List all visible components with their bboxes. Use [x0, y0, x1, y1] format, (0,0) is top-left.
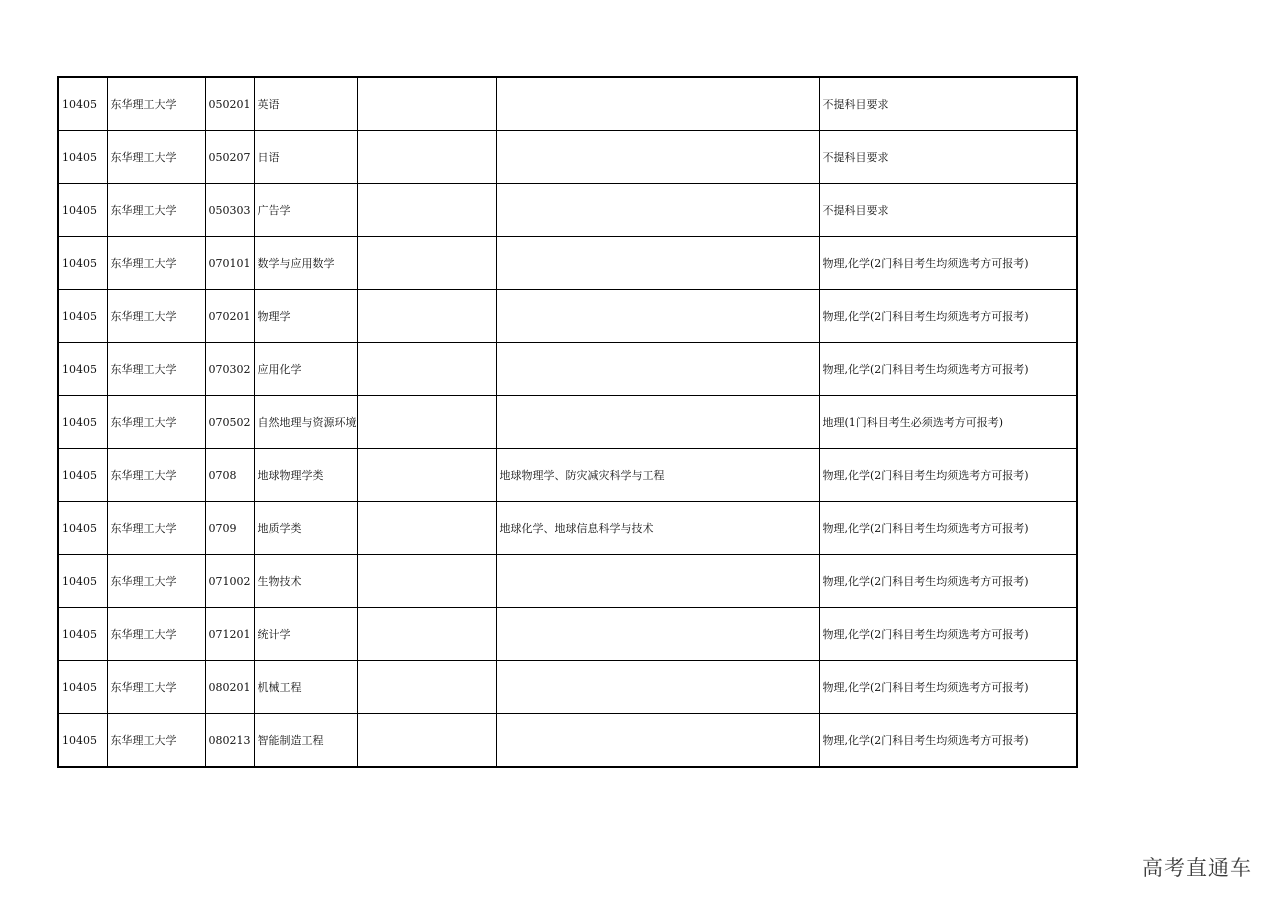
school-name-cell: 东华理工大学	[107, 237, 205, 290]
empty-cell	[357, 131, 496, 184]
school-name-cell: 东华理工大学	[107, 661, 205, 714]
major-code-cell: 070101	[205, 237, 254, 290]
major-name-cell: 统计学	[254, 608, 357, 661]
major-name-cell: 应用化学	[254, 343, 357, 396]
included-majors-cell: 地球化学、地球信息科学与技术	[496, 502, 819, 555]
empty-cell	[357, 714, 496, 768]
included-majors-cell	[496, 237, 819, 290]
included-majors-cell	[496, 131, 819, 184]
school-name-cell: 东华理工大学	[107, 184, 205, 237]
major-code-cell: 071002	[205, 555, 254, 608]
major-name-cell: 地质学类	[254, 502, 357, 555]
school-name-cell: 东华理工大学	[107, 77, 205, 131]
subject-requirement-cell: 物理,化学(2门科目考生均须选考方可报考)	[819, 714, 1077, 768]
school-code-cell: 10405	[58, 555, 107, 608]
major-name-cell: 机械工程	[254, 661, 357, 714]
included-majors-cell	[496, 290, 819, 343]
subject-requirement-cell: 物理,化学(2门科目考生均须选考方可报考)	[819, 343, 1077, 396]
major-name-cell: 生物技术	[254, 555, 357, 608]
table-row	[58, 661, 1077, 714]
empty-cell	[357, 290, 496, 343]
school-name-cell: 东华理工大学	[107, 555, 205, 608]
included-majors-cell	[496, 714, 819, 768]
school-code-cell: 10405	[58, 237, 107, 290]
major-name-cell: 物理学	[254, 290, 357, 343]
included-majors-cell	[496, 77, 819, 131]
watermark-text: 高考直通车	[1142, 856, 1252, 880]
major-code-cell: 0709	[205, 502, 254, 555]
major-code-cell: 050207	[205, 131, 254, 184]
included-majors-cell	[496, 555, 819, 608]
subject-requirement-table-container	[57, 76, 1078, 768]
subject-requirement-cell: 不提科目要求	[819, 77, 1077, 131]
empty-cell	[357, 661, 496, 714]
table-row	[58, 502, 1077, 555]
table-row	[58, 343, 1077, 396]
table-body	[58, 77, 1077, 767]
major-code-cell: 080213	[205, 714, 254, 768]
subject-requirement-cell: 不提科目要求	[819, 184, 1077, 237]
table-row	[58, 184, 1077, 237]
empty-cell	[357, 184, 496, 237]
table-row	[58, 608, 1077, 661]
school-name-cell: 东华理工大学	[107, 131, 205, 184]
major-name-cell: 数学与应用数学	[254, 237, 357, 290]
school-code-cell: 10405	[58, 184, 107, 237]
school-code-cell: 10405	[58, 343, 107, 396]
subject-requirement-cell: 物理,化学(2门科目考生均须选考方可报考)	[819, 449, 1077, 502]
included-majors-cell	[496, 661, 819, 714]
major-name-cell: 广告学	[254, 184, 357, 237]
school-code-cell: 10405	[58, 131, 107, 184]
school-name-cell: 东华理工大学	[107, 714, 205, 768]
school-code-cell: 10405	[58, 396, 107, 449]
school-code-cell: 10405	[58, 449, 107, 502]
school-code-cell: 10405	[58, 502, 107, 555]
subject-requirement-cell: 物理,化学(2门科目考生均须选考方可报考)	[819, 237, 1077, 290]
major-name-cell: 智能制造工程	[254, 714, 357, 768]
subject-requirement-table	[57, 76, 1078, 768]
school-code-cell: 10405	[58, 714, 107, 768]
major-code-cell: 071201	[205, 608, 254, 661]
empty-cell	[357, 449, 496, 502]
subject-requirement-cell: 不提科目要求	[819, 131, 1077, 184]
table-row	[58, 714, 1077, 768]
major-code-cell: 0708	[205, 449, 254, 502]
school-code-cell: 10405	[58, 661, 107, 714]
empty-cell	[357, 77, 496, 131]
empty-cell	[357, 555, 496, 608]
major-name-cell: 英语	[254, 77, 357, 131]
school-code-cell: 10405	[58, 290, 107, 343]
subject-requirement-cell: 物理,化学(2门科目考生均须选考方可报考)	[819, 555, 1077, 608]
table-row	[58, 396, 1077, 449]
included-majors-cell: 地球物理学、防灾减灾科学与工程	[496, 449, 819, 502]
major-code-cell: 070502	[205, 396, 254, 449]
empty-cell	[357, 343, 496, 396]
subject-requirement-cell: 物理,化学(2门科目考生均须选考方可报考)	[819, 608, 1077, 661]
school-code-cell: 10405	[58, 608, 107, 661]
table-row	[58, 449, 1077, 502]
table-row	[58, 290, 1077, 343]
major-code-cell: 070302	[205, 343, 254, 396]
major-name-cell: 自然地理与资源环境	[254, 396, 357, 449]
school-name-cell: 东华理工大学	[107, 608, 205, 661]
subject-requirement-cell: 物理,化学(2门科目考生均须选考方可报考)	[819, 290, 1077, 343]
major-code-cell: 050201	[205, 77, 254, 131]
major-name-cell: 日语	[254, 131, 357, 184]
school-name-cell: 东华理工大学	[107, 502, 205, 555]
included-majors-cell	[496, 343, 819, 396]
empty-cell	[357, 502, 496, 555]
included-majors-cell	[496, 396, 819, 449]
table-row	[58, 77, 1077, 131]
major-code-cell: 070201	[205, 290, 254, 343]
empty-cell	[357, 396, 496, 449]
table-row	[58, 131, 1077, 184]
table-row	[58, 555, 1077, 608]
empty-cell	[357, 237, 496, 290]
major-code-cell: 050303	[205, 184, 254, 237]
school-name-cell: 东华理工大学	[107, 396, 205, 449]
major-name-cell: 地球物理学类	[254, 449, 357, 502]
subject-requirement-cell: 物理,化学(2门科目考生均须选考方可报考)	[819, 661, 1077, 714]
subject-requirement-cell: 地理(1门科目考生必须选考方可报考)	[819, 396, 1077, 449]
school-name-cell: 东华理工大学	[107, 449, 205, 502]
major-code-cell: 080201	[205, 661, 254, 714]
school-name-cell: 东华理工大学	[107, 343, 205, 396]
school-code-cell: 10405	[58, 77, 107, 131]
included-majors-cell	[496, 608, 819, 661]
subject-requirement-cell: 物理,化学(2门科目考生均须选考方可报考)	[819, 502, 1077, 555]
included-majors-cell	[496, 184, 819, 237]
empty-cell	[357, 608, 496, 661]
table-row	[58, 237, 1077, 290]
school-name-cell: 东华理工大学	[107, 290, 205, 343]
